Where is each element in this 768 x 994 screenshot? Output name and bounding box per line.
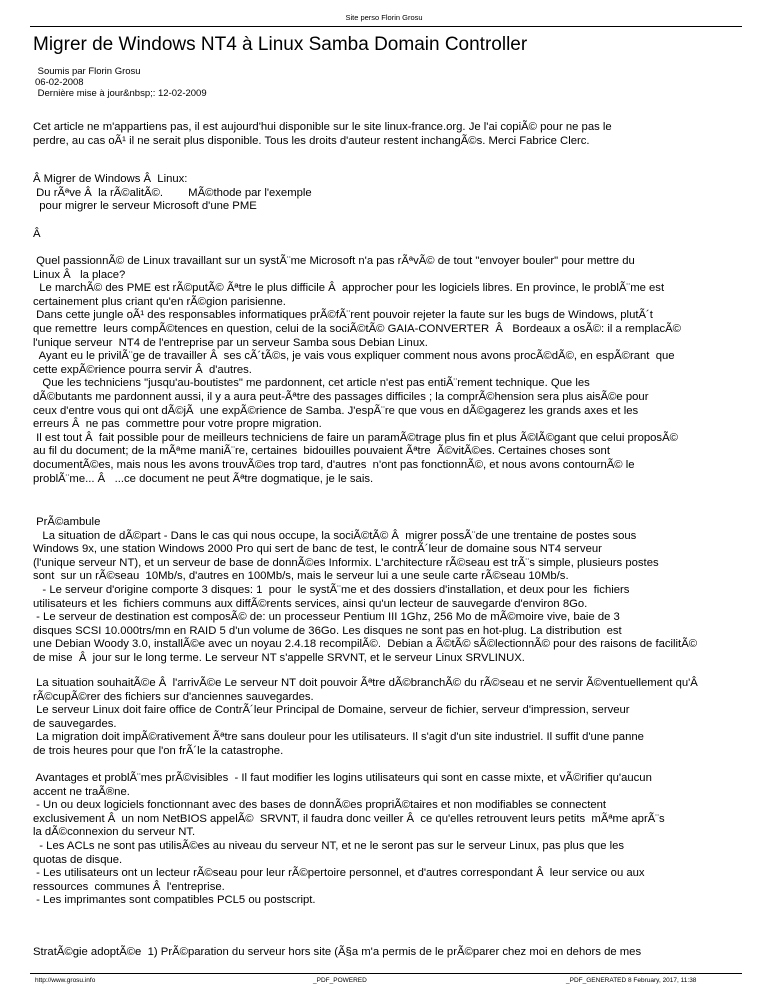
meta-updated: Dernière mise à jour&nbsp;: 12-02-2009 bbox=[35, 88, 207, 99]
text-line: Windows 9x, une station Windows 2000 Pro qui sert de banc de test, le contrÃ´leur de domaine sous NT4 serveur bbox=[33, 543, 602, 556]
text-line: Â Migrer de Windows Â Linux: bbox=[33, 173, 188, 185]
text-line: certainement plus criant qu'en rÃ©gion parisienne. bbox=[33, 295, 286, 308]
text-line: accent ne traÃ®ne. bbox=[33, 785, 130, 798]
text-line: - Le serveur d'origine comporte 3 disques: 1 pour le systÃ¨me et des dossiers d'installation, et deux pour les fichiers bbox=[33, 583, 630, 596]
subtitle-block bbox=[33, 173, 768, 214]
text-line: - Les utilisateurs ont un lecteur rÃ©seau pour leur rÃ©pertoire personnel, et d'autres correspondant Â leur service ou aux bbox=[33, 867, 645, 880]
text-line: - Les imprimantes sont compatibles PCL5 ou postscript. bbox=[33, 894, 316, 907]
text-line: quotas de disque. bbox=[33, 853, 123, 866]
text-line: dÃ©butants me pardonnent aussi, il y a aura peut-Ãªtre des passages difficiles ; la comprÃ©hension sera plus aisÃ©e pour bbox=[33, 390, 649, 403]
text-line: Avantages et problÃ¨mes prÃ©visibles - Il faut modifier les logins utilisateurs qui sont en casse mixte, et vÃ©rifier qu'aucun bbox=[33, 772, 652, 784]
text-line: de mise Â jour sur le long terme. Le serveur NT s'appelle SRVNT, et le serveur Linux SRVLINUX. bbox=[33, 651, 525, 664]
text-line: documentÃ©es, mais nous les avons trouvÃ©es trop tard, d'autres n'ont pas fonctionnÃ©, et nous avons contournÃ© le bbox=[33, 458, 635, 471]
meta-date: 06-02-2008 bbox=[35, 77, 84, 88]
text-line: Ayant eu le privilÃ¨ge de travailler Â ses cÃ´tÃ©s, je vais vous expliquer comment nous avons procÃ©dÃ©, en espÃ©rant que bbox=[33, 350, 675, 363]
text-line: ressources communes Â l'entreprise. bbox=[33, 880, 225, 893]
text-line: Le serveur Linux doit faire office de ContrÃ´leur Principal de Domaine, serveur de fichier, serveur d'impression, serveur bbox=[33, 704, 630, 717]
text-line: erreurs Â ne pas commettre pour votre propre migration. bbox=[33, 418, 322, 431]
text-line: StratÃ©gie adoptÃ©e 1) PrÃ©paration du serveur hors site (Ã§a m'a permis de le prÃ©parer chez moi en dehors de mes bbox=[33, 946, 642, 958]
text-line: - Le serveur de destination est composÃ© de: un processeur Pentium III 1Ghz, 256 Mo de mÃ©moire vive, baie de 3 bbox=[33, 611, 620, 624]
text-line: au fil du document; de la mÃªme maniÃ¨re, certaines bidouilles pouvaient Ãªtre Ã©vitÃ©es. Certaines choses sont bbox=[33, 445, 610, 458]
text-line: (l'unique serveur NT), et un serveur de base de donnÃ©es Informix. L'architecture rÃ©seau est trÃ¨s simple, plusieurs postes bbox=[33, 556, 659, 569]
text-line: ceux d'entre vous qui ont dÃ©jÃ une expÃ©rience de Samba. J'espÃ¨re que vous en dÃ©gagerez les grands axes et les bbox=[33, 404, 639, 417]
text-line: disques SCSI 10.000trs/mn en RAID 5 d'un volume de 36Go. Les disques ne sont pas en hot-plug. La distribution est bbox=[33, 624, 622, 637]
text-line: de trois heures pour que l'on frÃ´le la catastrophe. bbox=[33, 744, 284, 757]
spacer-glyph: Â bbox=[33, 228, 41, 240]
text-line: perdre, au cas oÃ¹ il ne serait plus disponible. Tous les droits d'auteur restent inchangÃ©s. Merci Fabrice Clerc. bbox=[33, 134, 590, 147]
paragraph-intro-story bbox=[33, 255, 768, 486]
header-divider bbox=[30, 26, 742, 27]
text-line: La migration doit impÃ©rativement Ãªtre sans douleur pour les utilisateurs. Il s'agit d'un site industriel. Il suffit d'une panne bbox=[33, 731, 644, 744]
text-line: problÃ¨me... Â ...ce document ne peut Ãªtre dogmatique, je le sais. bbox=[33, 472, 374, 485]
text-line: la dÃ©connexion du serveur NT. bbox=[33, 826, 196, 839]
text-line: Dans cette jungle oÃ¹ des responsables informatiques prÃ©fÃ¨rent pouvoir rejeter la faute sur les bugs de Windows, plutÃ´t bbox=[33, 309, 653, 322]
text-line: Linux Â la place? bbox=[33, 268, 126, 281]
paragraph-target-situation bbox=[33, 677, 768, 759]
text-line: rÃ©cupÃ©rer des fichiers sur d'anciennes sauvegardes. bbox=[33, 690, 314, 703]
text-line: - Les ACLs ne sont pas utilisÃ©es au niveau du serveur NT, et ne le seront pas sur le serveur Linux, pas plus que les bbox=[33, 839, 625, 852]
text-line: Quel passionnÃ© de Linux travaillant sur un systÃ¨me Microsoft n'a pas rÃªvÃ© de tout "envoyer bouler" pour mettre du bbox=[33, 255, 635, 267]
paragraph-strategy bbox=[33, 946, 768, 960]
intro-paragraph bbox=[33, 121, 768, 148]
footer-url: http://www.grosu.info bbox=[35, 977, 96, 984]
text-line: Que les techniciens "jusqu'au-boutistes" me pardonnent, cet article n'est pas entiÃ¨rement technique. Que les bbox=[33, 377, 590, 390]
text-line: que remettre leurs compÃ©tences en question, celui de la sociÃ©tÃ© GAIA-CONVERTER Â Bordeaux a osÃ©: il a remplacÃ© bbox=[33, 322, 681, 335]
text-line: Du rÃªve Â la rÃ©alitÃ©. MÃ©thode par l'exemple bbox=[33, 186, 312, 199]
text-line: La situation souhaitÃ©e Â l'arrivÃ©e Le serveur NT doit pouvoir Ãªtre dÃ©branchÃ© du rÃ©seau et ne servir Ã©ventuellement qu'Â bbox=[33, 677, 701, 689]
site-header: Site perso Florin Grosu bbox=[345, 13, 423, 22]
text-line: Il est tout Â fait possible pour de meilleurs techniciens de faire un paramÃ©trage plus fin et plus Ã©lÃ©gant que celui proposÃ© bbox=[33, 431, 678, 444]
text-line: sont sur un rÃ©seau 10Mb/s, d'autres en 100Mb/s, mais le serveur lui a une seule carte rÃ©seau 10Mb/s. bbox=[33, 570, 569, 583]
text-line: Le marchÃ© des PME est rÃ©putÃ© Ãªtre le plus difficile Â approcher pour les logiciels libres. En province, le problÃ¨me est bbox=[33, 282, 665, 295]
text-line: cette expÃ©rience pourra servir Â d'autres. bbox=[33, 363, 252, 376]
text-line: utilisateurs et les fichiers communs aux diffÃ©rents services, ainsi qu'un lecteur de sauvegarde d'environ 8Go. bbox=[33, 597, 588, 610]
footer-powered: _PDF_POWERED bbox=[313, 977, 367, 984]
text-line: - Un ou deux logiciels fonctionnant avec des bases de donnÃ©es propriÃ©taires et non modifiables se connectent bbox=[33, 799, 607, 812]
text-line: exclusivement Â un nom NetBIOS appelÃ© SRVNT, il faudra donc veiller Â ce qu'elles retrouvent leurs petits mÃªme aprÃ¨s bbox=[33, 812, 665, 825]
text-line: de sauvegardes. bbox=[33, 717, 117, 730]
text-line: La situation de dÃ©part - Dans le cas qui nous occupe, la sociÃ©tÃ© Â migrer possÃ¨de une trentaine de postes sous bbox=[33, 529, 637, 542]
article-meta bbox=[35, 66, 207, 99]
paragraph-preambule bbox=[33, 516, 768, 666]
text-line: une Debian Woody 3.0, installÃ©e avec un noyau 2.4.18 recompilÃ©. Debian a Ã©tÃ© sÃ©lectionnÃ© pour des raisons de facilitÃ© bbox=[33, 638, 698, 651]
text-line: pour migrer le serveur Microsoft d'une PME bbox=[33, 200, 257, 213]
text-line: Cet article ne m'appartiens pas, il est aujourd'hui disponible sur le site linux-france.org. Je l'ai copiÃ© pour ne pas le bbox=[33, 121, 612, 133]
footer-divider bbox=[30, 973, 742, 974]
page-title: Migrer de Windows NT4 à Linux Samba Domain Controller bbox=[33, 34, 528, 55]
text-line: l'unique serveur NT4 de l'entreprise par un serveur Samba sous Debian Linux. bbox=[33, 336, 428, 349]
meta-author: Soumis par Florin Grosu bbox=[35, 66, 141, 77]
paragraph-advantages bbox=[33, 772, 768, 908]
text-line: PrÃ©ambule bbox=[33, 516, 101, 528]
footer-generated: _PDF_GENERATED 8 February, 2017, 11:38 bbox=[566, 977, 697, 984]
